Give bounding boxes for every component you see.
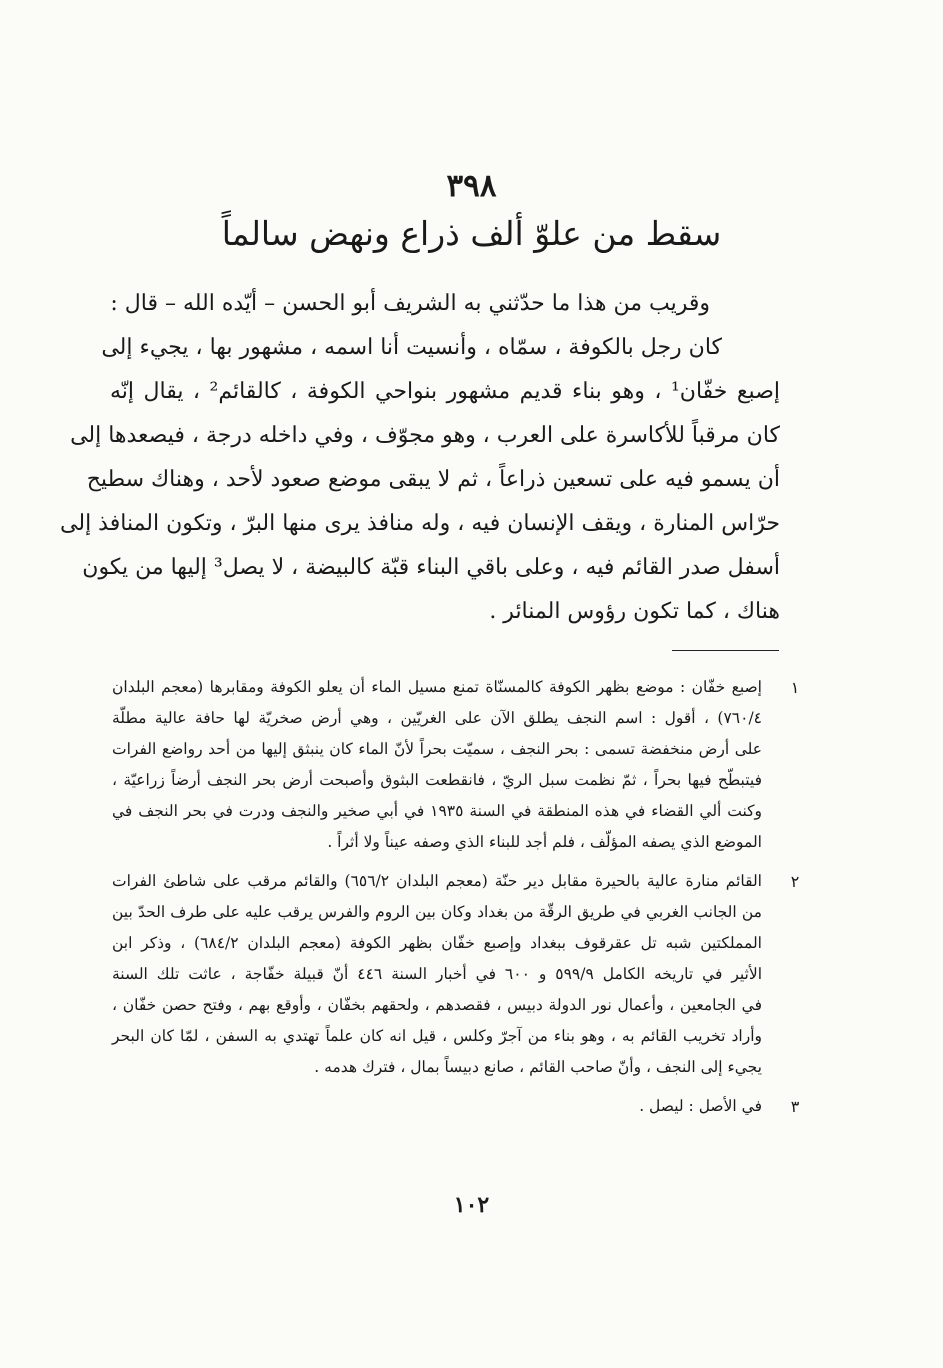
footnote-separator — [672, 650, 779, 651]
footnote-number: ٣ — [790, 1097, 800, 1116]
footnote-line: في الأصل : ليصل . — [639, 1097, 762, 1115]
footnote-number: ٢ — [790, 872, 800, 891]
footnote — [112, 866, 806, 1083]
footnote-line: وكنت ألي القضاء في هذه المنطقة في السنة ١٩٣٥ في أبي صخير والنجف ودرت في بحر النجف في — [112, 802, 762, 820]
body-line: أن يسمو فيه على تسعين ذراعاً ، ثم لا يبقى موضع صعود لأحد ، وهناك سطيح — [86, 467, 780, 492]
footnotes — [112, 672, 806, 1130]
footnote-line: يجيء إلى النجف ، وأنّ صاحب القائم ، صانع دبيساً بمال ، فترك هدمه . — [314, 1058, 762, 1076]
footnote-line: القائم منارة عالية بالحيرة مقابل دير حنّة (معجم البلدان ٦٥٦/٢) والقائم مرقب على شاطئ الفرات — [112, 872, 762, 890]
body-line: أسفل صدر القائم فيه ، وعلى باقي البناء قبّة كالبيضة ، لا يصل³ إليها من يكون — [82, 555, 780, 580]
footnote — [112, 1091, 806, 1122]
story-number: ٣٩٨ — [446, 168, 497, 204]
body-line: كان مرقباً للأكاسرة على العرب ، وهو مجوّف ، وفي داخله درجة ، فيصعدها إلى — [70, 423, 780, 448]
body-line: كان رجل بالكوفة ، سمّاه ، وأنسيت أنا اسمه ، مشهور بها ، يجيء إلى — [101, 335, 722, 360]
footnote-line: المملكتين شبه تل عقرقوف ببغداد وإصبع خفّان بظهر الكوفة (معجم البلدان ٦٨٤/٢) ، وذكر ابن — [112, 934, 762, 952]
story-body — [60, 282, 780, 634]
footnote-line: إصبع خفّان : موضع بظهر الكوفة كالمسنّاة تمنع مسيل الماء أن يعلو الكوفة ومقابرها (معجم البلدان — [112, 678, 762, 696]
footnote-line: فيتبطّح فيها بحراً ، ثمّ نظمت سبل الريّ ، فانقطعت البثوق وأصبحت أرض بحر النجف أرضاً زراعيّة ، — [112, 771, 762, 789]
footnote-line: من الجانب الغربي في طريق الرقّة من بغداد وكان بين الروم والفرس يرقب عليه على طرف الحدّ بين — [112, 903, 762, 921]
body-line: هناك ، كما تكون رؤوس المنائر . — [489, 599, 780, 624]
footnote-line: ٧٦٠/٤) ، أقول : اسم النجف يطلق الآن على الغريّين ، وهي أرض صخريّة لها حافة عالية مطلّة — [112, 709, 762, 727]
footnote-line: على أرض منخفضة تسمى : بحر النجف ، سميّت بحراً لأنّ الماء كان ينبثق إليها من أحد رواضع الفرات — [112, 740, 762, 758]
body-line: إصبع خفّان¹ ، وهو بناء قديم مشهور بنواحي الكوفة ، كالقائم² ، يقال إنّه — [110, 379, 780, 404]
footnote — [112, 672, 806, 858]
footnote-line: في الجامعين ، وأعمال نور الدولة دبيس ، فقصدهم ، ولحقهم بخفّان ، وأوقع بهم ، وفتح حصن خفّان ، — [112, 996, 762, 1014]
page-number: ١٠٢ — [453, 1192, 490, 1218]
footnote-line: الأثير في تاريخه الكامل ٥٩٩/٩ و ٦٠٠ في أخبار السنة ٤٤٦ أنّ قبيلة خفّاجة ، عاثت تلك السنة — [112, 965, 763, 983]
footnote-line: وأراد تخريب القائم به ، وهو بناء من آجرّ وكلس ، قيل انه كان علماً تهتدي به السفن ، لمّا كان البحر — [112, 1027, 762, 1045]
story-title: سقط من علوّ ألف ذراع ونهض سالماً — [221, 214, 722, 253]
body-line: وقريب من هذا ما حدّثني به الشريف أبو الحسن – أيّده الله – قال : — [110, 291, 710, 316]
footnote-number: ١ — [790, 678, 800, 697]
footnote-line: الموضع الذي يصفه المؤلّف ، فلم أجد للبناء الذي وصفه عيناً ولا أثراً . — [327, 833, 762, 851]
body-line: حرّاس المنارة ، ويقف الإنسان فيه ، وله منافذ يرى منها البرّ ، وتكون المنافذ إلى — [60, 511, 780, 536]
